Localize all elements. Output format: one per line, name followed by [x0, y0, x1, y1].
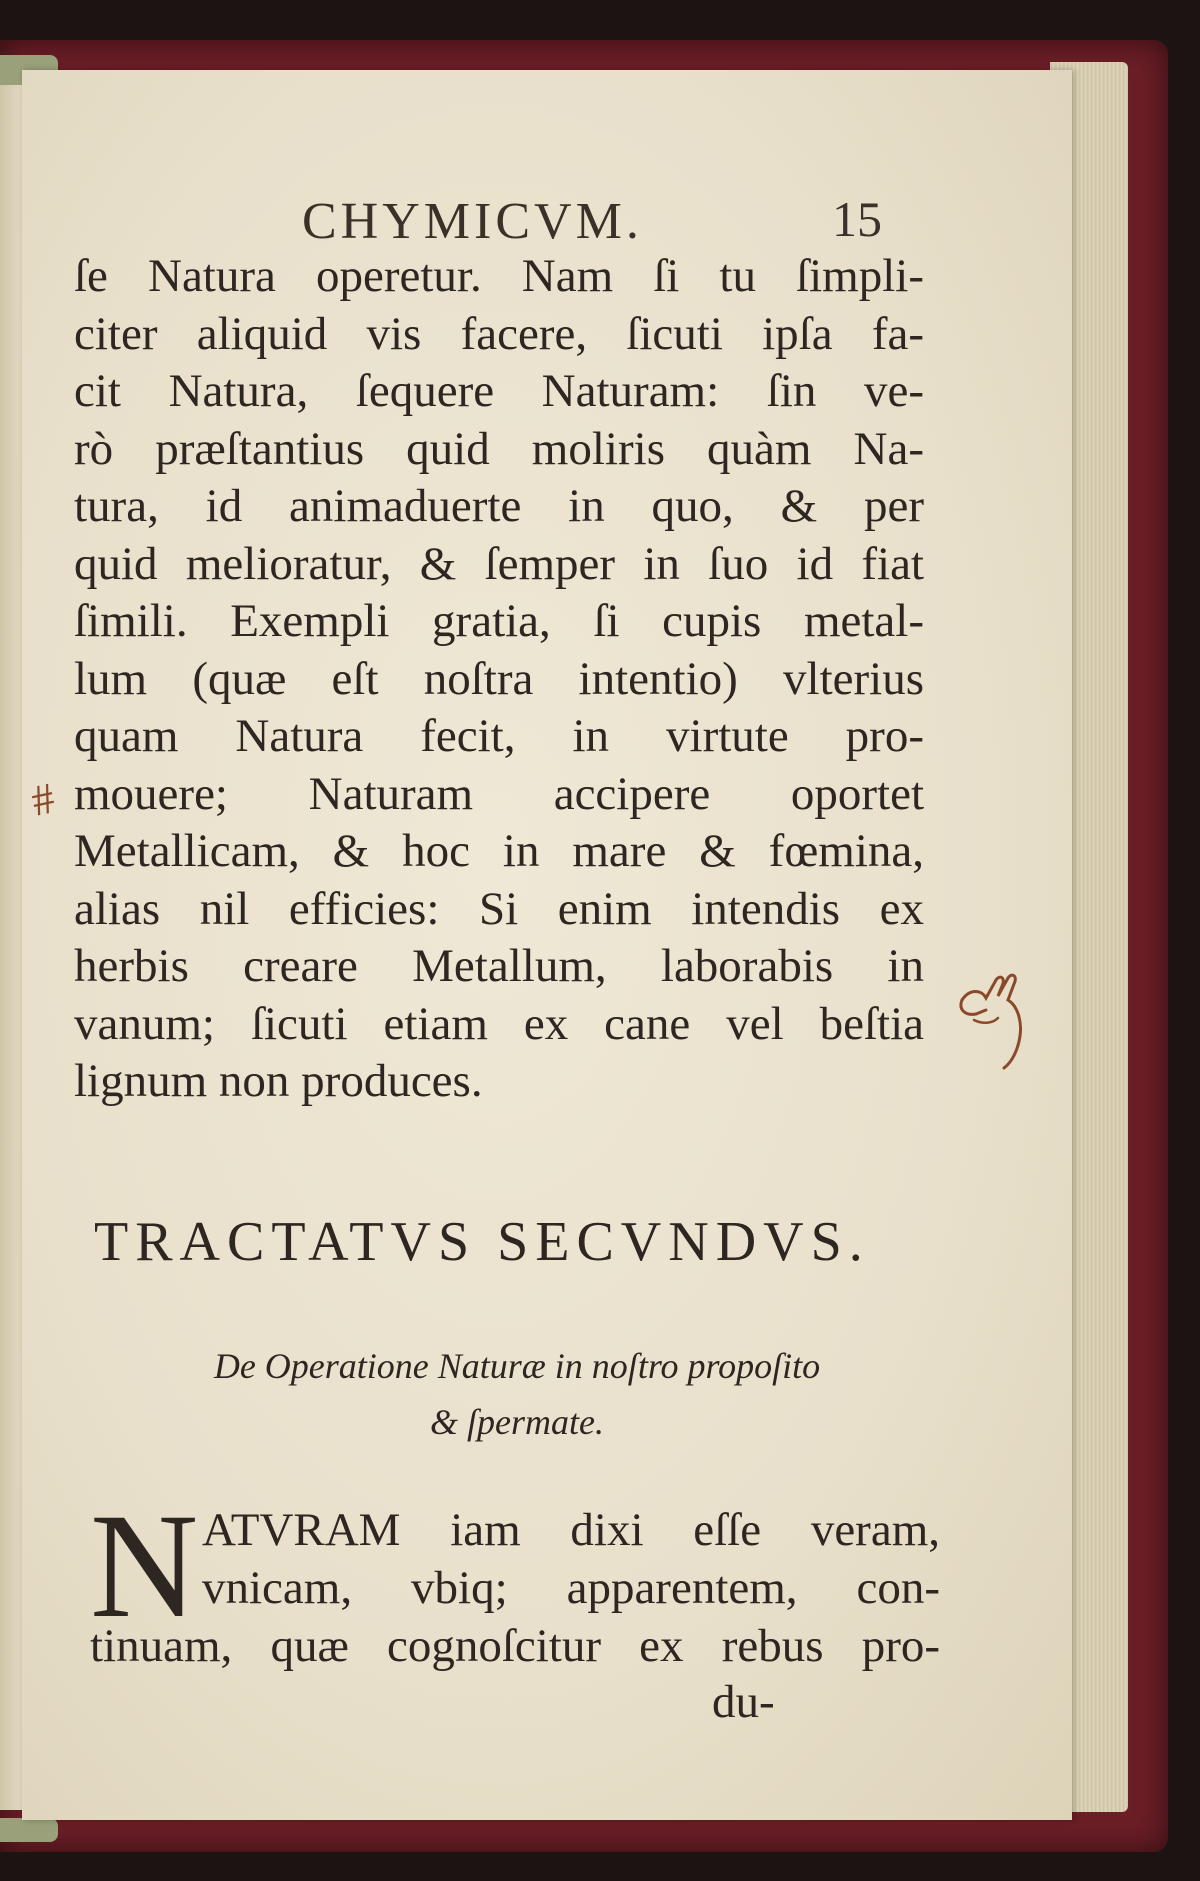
text-line: rò præſtantius quid moliris quàm Na- — [74, 422, 924, 475]
text-line: ſe Natura operetur. Nam ſi tu ſimpli- — [74, 250, 924, 302]
text-line: ſimili. Exempli gratia, ſi cupis metal- — [74, 595, 924, 647]
drop-cap: N — [90, 1483, 199, 1649]
text-line: alias nil efficies: Si enim intendis ex — [74, 882, 924, 935]
marginal-hash-mark: # — [27, 773, 59, 826]
section-subtitle — [122, 1338, 912, 1450]
page-number: 15 — [832, 191, 882, 247]
catchword: du- — [712, 1676, 775, 1728]
book-page — [22, 70, 1072, 1820]
text-line: quam Natura fecit, in virtute pro- — [74, 710, 924, 762]
subtitle-line: & ſpermate. — [430, 1402, 604, 1442]
text-line: lignum non produces. — [74, 1055, 483, 1107]
text-line: Metallicam, & hoc in mare & fœmina, — [74, 825, 924, 877]
text-line: vanum; ſicuti etiam ex cane vel beſtia — [74, 997, 924, 1050]
text-line: tinuam, quæ cognoſcitur ex rebus pro- — [90, 1620, 940, 1672]
text-line: tura, id animaduerte in quo, & per — [74, 480, 924, 532]
text-line: citer aliquid vis facere, ſicuti ipſa fa- — [74, 307, 924, 360]
manicule-icon — [952, 970, 1032, 1070]
running-head: CHYMICVM. — [302, 193, 643, 250]
text-line: quid melioratur, & ſemper in ſuo id fiat — [74, 537, 924, 590]
bookmark-ribbon-bottom — [0, 1818, 58, 1842]
text-line: vnicam, vbiq; apparentem, con- — [202, 1562, 940, 1614]
section-title: TRACTATVS SECVNDVS. — [94, 1211, 870, 1273]
body-text — [74, 248, 934, 1111]
text-line: herbis creare Metallum, laborabis in — [74, 940, 924, 992]
subtitle-line: De Operatione Naturæ in noſtro propoſito — [213, 1346, 821, 1386]
text-line: mouere; Naturam accipere oportet — [74, 767, 924, 820]
text-line: lum (quæ eſt noſtra intentio) vlterius — [74, 652, 924, 705]
text-line: cit Natura, ſequere Naturam: ſin ve- — [74, 365, 924, 417]
text-line: ATVRAM iam dixi eſſe veram, — [202, 1504, 940, 1556]
